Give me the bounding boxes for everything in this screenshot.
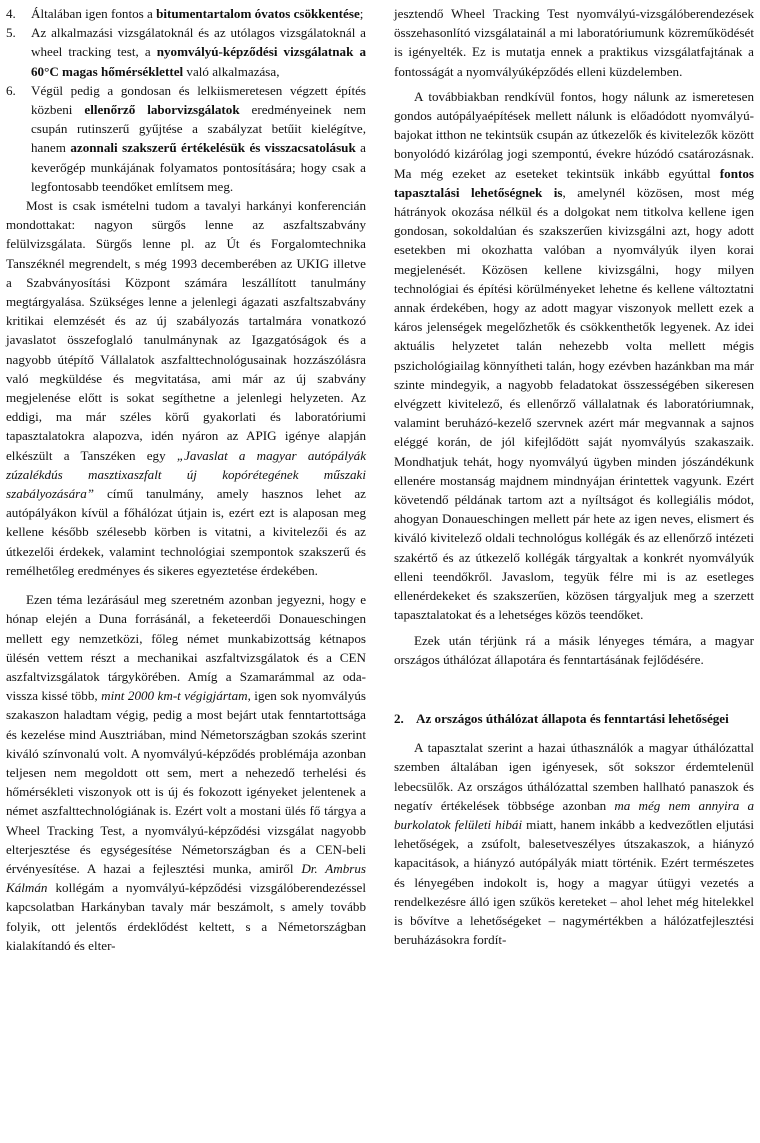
right-paragraphs-bottom [394, 738, 754, 949]
list-text [31, 23, 366, 81]
paragraph [394, 631, 754, 669]
text-run: című tanulmány, amely hasznos lehet az autópályákon kívül a főhálózat útjain is, ezért ezt is alaposan meg kellene később szélesebb körben is vitatni, a kivitelezői és az útkezelői érdekek, valamint technológiai szempontok szakszerű és remélhetőleg eredményes és sikeres egyeztetése érdekében. [6, 486, 366, 578]
italic-text: mint 2000 km-t végigjártam, [101, 688, 251, 704]
right-paragraphs-top [394, 4, 754, 669]
section-heading [394, 709, 754, 728]
text-run: Végül pedig a gondosan és lelkiismeretesen végzett építés közbeni [31, 82, 366, 118]
list-item [6, 4, 366, 23]
italic-text: Dr. Ambrus Kálmán [6, 860, 366, 896]
bold-text: nyomvályú-képződési vizsgálatnak a 60°C magas hőmérséklettel [31, 44, 366, 79]
text-run: jesztendő Wheel Tracking Test nyomvályú-vizsgálóberendezések összehasonlító vizsgálatainál a mi laboratóriumunk közreműködését is igényelték. Ez is mutatja ennek a praktikus vizsgálatfajtának a fontosságát a nyomvályúképződés elleni küzdelemben. [394, 6, 754, 79]
text-run: Ezek után térjünk rá a másik lényeges témára, a magyar országos úthálózat állapotára és fenntartásának fejlődésére. [394, 632, 754, 667]
text-run: kollégám a nyomvályú-képződési vizsgálóberendezéssel kapcsolatban Harkányban tavaly már beszámolt, s amely tovább folyik, ott jelentős érdeklődést keltett, s a Németországban kialakítandó és elter- [6, 880, 366, 953]
list-item [6, 81, 366, 196]
text-run: Általában igen fontos a [31, 6, 157, 21]
italic-text: ma még nem annyira a burkolatok felületi hibái [394, 797, 754, 832]
list-number: 5. [6, 25, 16, 41]
text-run: Most is csak ismételni tudom a tavalyi harkányi konferencián mondottakat: nagyon sürgős lenne az aszfaltszabvány felülvizsgálata. Sürgős lenne pl. az Út és Forgalomtechnika Tanszéknél megrendelt, s még 1993 decemberében az UKIG illetve a Szabványosítási Központ számára leszállított tanulmány megtárgyalása. Szükséges lenne a jelenlegi ágazati aszfaltszabvány kritikai elemzését és az új szabályozás tartalmára vonatkozó javaslatot összefoglaló tanulmánynak az Igazgatóságok és a nagyobb útépítő Vállalatok aszfalttechnológusainak hozzászólásra való megküldése és megvitatása, ami már az új szabvány megjelenése előtt is sokat segíthetne a jelenlegi helyzeten. Az eddigi, ma már széles körű gyakorlati és laboratóriumi tapasztalatokra alapozva, idén nyáron az APIG igénye alapján elkészült a Tanszéken egy [6, 198, 366, 463]
paragraph [6, 590, 366, 955]
text-run: Az alkalmazási vizsgálatoknál és az utólagos vizsgálatoknál a wheel tracking test, a [31, 25, 366, 60]
numbered-list [6, 4, 366, 196]
italic-text: „Javaslat a magyar autópályák zúzalékdús masztixaszfalt új kopórétegének műszaki szabályozására” [6, 447, 366, 502]
list-number: 6. [6, 82, 16, 98]
right-column [394, 4, 754, 949]
section-number: 2. [394, 710, 404, 726]
paragraph [6, 196, 366, 580]
text-run: A tapasztalat szerint a hazai úthasználók a magyar úthálózattal szemben általában igen igényesek, sőt sokszor érdemtelenül lebecsülők. Az országos úthálózattal szemben hallható panaszok és negatív értékelések többsége azonban [394, 740, 754, 813]
list-number: 4. [6, 6, 16, 21]
text-run: , amelynél közösen, most még hátrányok okozása nélkül és a dolgokat nem titkolva kellene igen gondosan, sokoldalúan és szakszerűen kivizsgálni azt, hogy adott esetekben mi okozhatta valóban a nyomvályúk ilyen korai megjelenését. Közösen kellene kivizsgálni, hogy milyen technológiai és építési körülményeket lehetne és kellene változtatni annak érdekében, hogy az adott magyar viszonyok mellett ezek a káros jelenségek megelőzhetők és csökkenthetők legyenek. Az idei aktuális helyzetet talán nehezebb volta mellett mégis pszichológiailag könnyítheti talán, hogy ezévben hazánkban ma már szinte mindegyik, a nagyobb feladatokat összességében sikeresen elvégzett kivitelező, és ellenőrző vállalatnak és laboratóriumnak, valamint beruházó-kezelő szervnek azért már megvannak a sajnos eléggé korán, de jól kifejlődött saját nyomvályús szakaszaik. Mondhatjuk tehát, hogy nyomvályú ügyben minden jószándékunk ellenére mostanság majdnem mindnyájan érintettek vagyunk. Ezért követendő példának tartom azt a nyíltságot és kollegiális módot, ahogyan Donaueschingen mellett pár hete az igen neves, elismert és kiváló kivitelező oldali technológus kollégák és az ellenőrző intézeti szakértő és az útkezelő kollégák tárgyaltak a konkrét nyomvályúk elleni teendőkről. Javaslom, tegyük félre mi is az esetleges ellenérdekeket és szakszerűen, közösen tárgyaljuk meg a szerzett tapasztalatokat és a lehetséges közös teendőket. [394, 184, 755, 623]
list-text [31, 4, 366, 23]
bold-text: azonnali szakszerű értékelésük és visszacsatolásuk [70, 140, 356, 156]
list-item [6, 23, 366, 81]
paragraph [394, 87, 754, 625]
bold-text: fontos tapasztalási lehetőségnek is [394, 165, 754, 200]
paragraph [394, 738, 754, 949]
section-title: Az országos úthálózat állapota és fenntartási lehetőségei [416, 710, 729, 726]
bold-text: ellenőrző laborvizsgálatok [84, 102, 240, 118]
text-run: ; [359, 6, 364, 21]
text-run: Ezen téma lezárásául meg szeretném azonban jegyezni, hogy e hónap elején a Duna forrásánál, a feketeerdői Donaueschingen mellett egy nemzetközi, főleg német munkabizottság kétnapos ülésén vettem részt a mechanikai aszfaltvizsgálatok és a CEN aszfaltvizsgálatok tárgykörében. Amíg a Szamarámmal az oda-vissza kissé több, [6, 592, 366, 704]
left-column [6, 4, 366, 955]
text-run: A továbbiakban rendkívül fontos, hogy nálunk az ismeretesen gondos autópályaépítések mellett nálunk is előadódott nyomvályú-bajokat itthon ne tekintsük csupán az útkezelők és kivitelezők között bonyolódó kizárólag jogi szempontú, évekre húzódó csatározásnak. Ma még ezeket az eseteket tekintsük inkább egyúttal [394, 88, 754, 181]
text-run: igen sok nyomvályús szakaszon haladtam végig, pedig a most bejárt utak fenntartottsága és kezelése mind Ausztriában, mind Németországban szokás szerint kiváló színvonalú volt. A nyomvályú-képződés problémája azonban teljesen nem megoldott ott sem, mert a nehezedő terhelési és hőmérsékleti viszonyok ott is új és fokozott igényeket jelentenek a német aszfalttechnológiának is. Ezért volt a mostani ülés fő tárgya a Wheel Tracking Test, a nyomvályú-képződési vizsgálat nagyobb elterjesztése és egységesítése Németországban és a CEN-beli érvényesítése. A hazai a fejlesztési munka, amiről [6, 688, 366, 876]
list-text [31, 81, 366, 196]
bold-text: bitumentartalom óvatos csökkentése [156, 6, 360, 21]
text-run: a keverőgép munkájának folyamatos pontosítására; hogy csak a legfontosabb teendőket említsem meg. [31, 140, 366, 194]
paragraph [394, 4, 754, 81]
text-run: eredményeinek nem csupán rutinszerű gyűjtése a szabályzat betűit kielégítve, hanem [31, 102, 366, 156]
text-run: miatt, hanem inkább a kedvezőtlen eljutási lehetőségek, a zsúfolt, balesetveszélyes útszakaszok, a hiányzó kapacitások, a hiányzó autópályák miatt történik. Ezért természetes és lényegében indokolt is, hogy a magyar útügyi vezetés a rendelkezésre álló igen szűkös kereteket – ahol lehet még hitelekkel is bővítve a lehetőségeket – nagymértékben a hálózatfejlesztési beruházásokra fordít- [394, 816, 754, 948]
text-run: való alkalmazása, [183, 63, 280, 79]
left-paragraphs [6, 196, 366, 955]
